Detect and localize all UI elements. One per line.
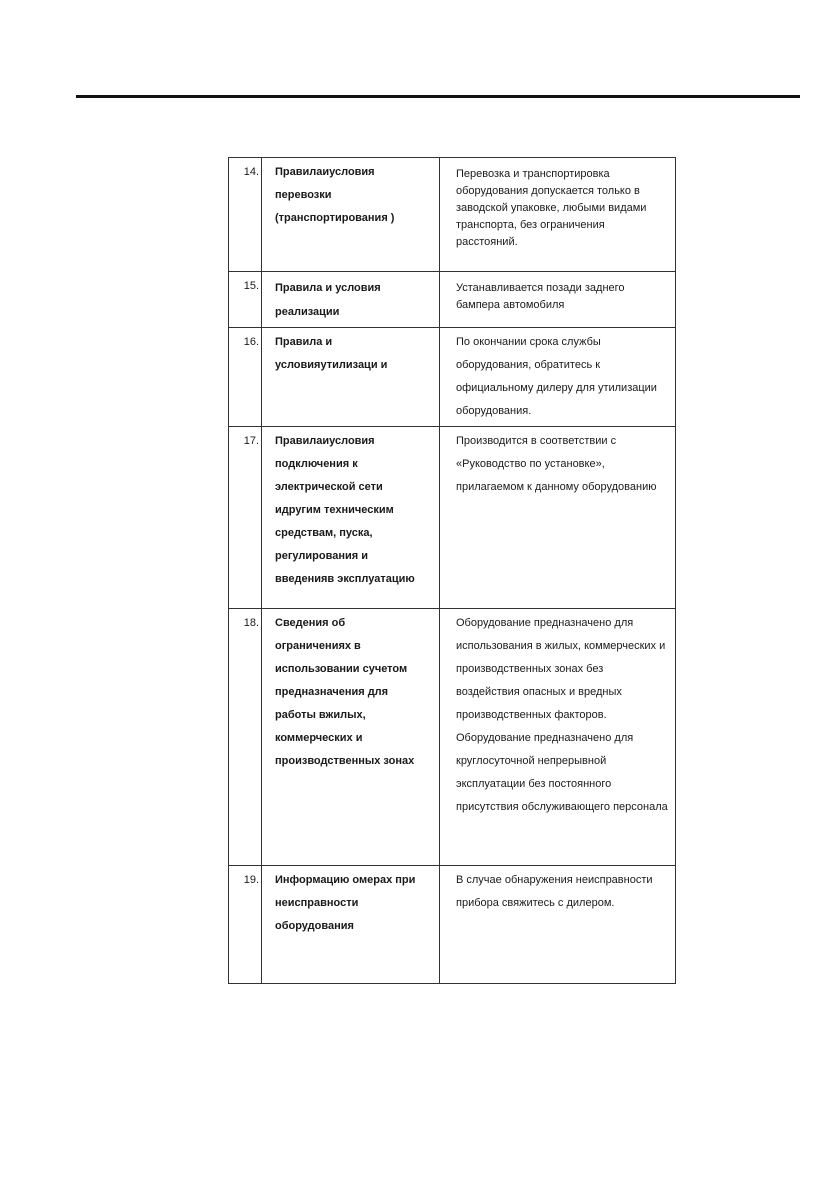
row-title: Правилаиусловия подключения к электрической сети идругим техническим средствам, пуска, регулирования и введенияв эксплуатацию [262,427,440,609]
table-row [229,328,676,427]
row-description: Перевозка и транспортировка оборудования допускается только в заводской упаковке, любыми видами транспорта, без ограничения расстояний. [440,158,676,272]
table-row [229,427,676,609]
row-description: Производится в соответствии с «Руководство по установке», прилагаемом к данному оборудованию [440,427,676,609]
row-number: 17. [229,427,262,609]
row-description: Устанавливается позади заднего бампера автомобиля [440,272,676,328]
table-row [229,866,676,984]
table-row [229,609,676,866]
row-title: Правила и условияутилизаци и [262,328,440,427]
row-description: По окончании срока службы оборудования, обратитесь к официальному дилеру для утилизации оборудования. [440,328,676,427]
row-number: 18. [229,609,262,866]
row-number: 19. [229,866,262,984]
row-title: Информацию омерах при неисправности оборудования [262,866,440,984]
row-description: Оборудование предназначено для использования в жилых, коммерческих и производственных зонах без воздействия опасных и вредных производственных факторов. Оборудование предназначено для круглосуточной непрерывной эксплуатации без постоянного присутствия обслуживающего персонала [440,609,676,866]
row-title: Сведения об ограничениях в использовании сучетом предназначения для работы вжилых, коммерческих и производственных зонах [262,609,440,866]
row-title: Правилаиусловия перевозки (транспортирования ) [262,158,440,272]
row-number: 15. [229,272,262,328]
row-number: 14. [229,158,262,272]
header-rule [76,95,800,98]
row-description: В случае обнаружения неисправности прибора свяжитесь с дилером. [440,866,676,984]
row-title: Правила и условия реализации [262,272,440,328]
specification-table [228,157,676,984]
table-row [229,158,676,272]
table-row [229,272,676,328]
row-number: 16. [229,328,262,427]
